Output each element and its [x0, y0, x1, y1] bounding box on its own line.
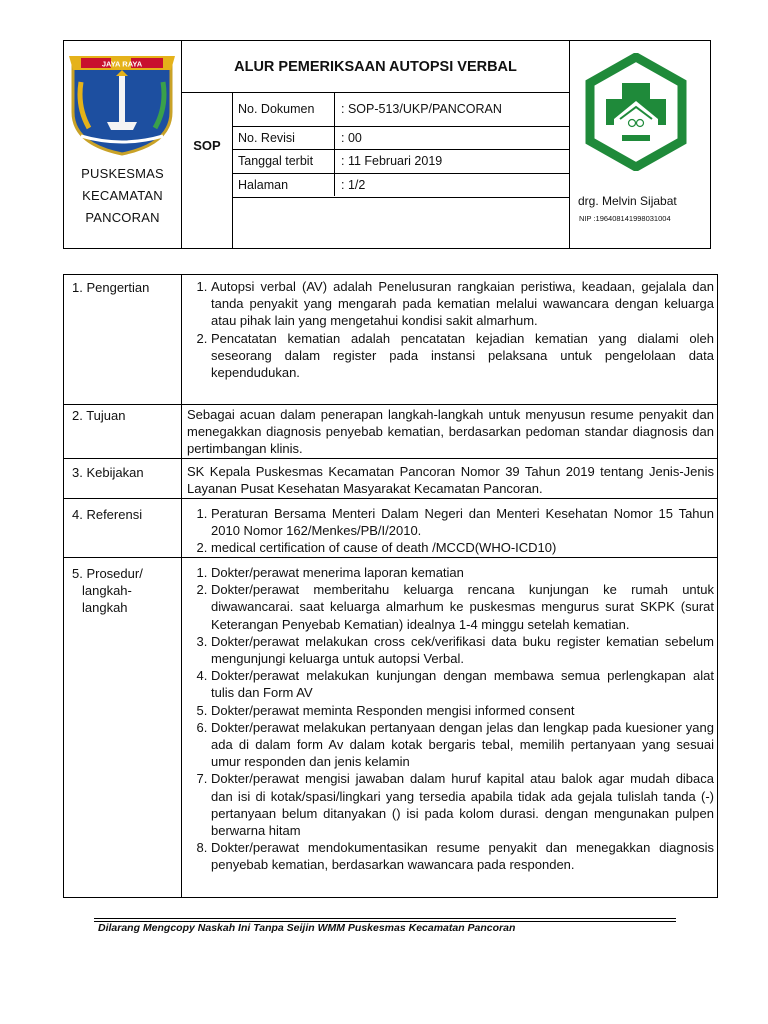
row-label-tujuan: 2. Tujuan: [72, 408, 126, 423]
signer-name: drg. Melvin Sijabat: [578, 194, 677, 208]
field-value: : SOP-513/UKP/PANCORAN: [341, 102, 502, 116]
list-item: 2. Pencatatan kematian adalah pencatatan kejadian kematian yang dialami oleh seseorang dalam register pada instansi pelaksana untuk pengelolaan data kependudukan.: [211, 330, 714, 382]
tujuan-content: [187, 406, 714, 458]
list-item: 1. Autopsi verbal (AV) adalah Penelusuran rangkaian peristiwa, keadaan, gejalala dan tanda penyakit yang mengarah pada kematian melalui wawancara dengan keluarga atau pihak lain yang mengetahui kondisi sakit almarhum.: [211, 278, 714, 330]
field-label: No. Revisi: [238, 131, 295, 145]
institution-line-1: PUSKESMAS: [81, 166, 164, 181]
field-value: : 00: [341, 131, 362, 145]
footer-notice: Dilarang Mengcopy Naskah Ini Tanpa Seijin WMM Puskesmas Kecamatan Pancoran: [98, 922, 516, 934]
svg-text:JAYA RAYA: JAYA RAYA: [101, 59, 143, 69]
list-item: 4. Dokter/perawat melakukan kunjungan dengan membawa semua perlengkapan alat tulis dan Form AV: [211, 667, 714, 701]
kebijakan-content: [187, 463, 714, 497]
institution-line-2: KECAMATAN: [82, 188, 163, 203]
pengertian-content: [187, 278, 714, 381]
list-item: 8. Dokter/perawat mendokumentasikan resume penyakit dan menegakkan diagnosis penyebab kematian, berdasarkan wawancara pada responden.: [211, 839, 714, 873]
row-label-referensi: 4. Referensi: [72, 507, 143, 522]
sop-table: [63, 274, 718, 898]
puskesmas-logo: [584, 53, 688, 171]
field-label: Halaman: [238, 178, 289, 192]
list-item: 6. Dokter/perawat melakukan pertanyaan dengan jelas dan lengkap pada kuesioner yang ada di dalam form Av dalam kotak bergaris tebal, memilih pertanyaan yang sesuai umur responden dan jenis kelamin: [211, 719, 714, 771]
document-header: [63, 40, 711, 249]
list-item: 5. Dokter/perawat meminta Responden mengisi informed consent: [211, 702, 714, 719]
signer-nip: NIP :196408141998031004: [579, 214, 671, 223]
page-title: ALUR PEMERIKSAAN AUTOPSI VERBAL: [234, 59, 517, 75]
row-label-prosedur: 5. Prosedur/ langkah- langkah: [72, 566, 143, 615]
list-item: 1. Dokter/perawat menerima laporan kematian: [211, 564, 714, 581]
jakarta-crest-logo: [67, 52, 177, 156]
list-item: 3. Dokter/perawat melakukan cross cek/verifikasi data buku register kematian sebelum mengunjungi keluarga untuk autopsi Verbal.: [211, 633, 714, 667]
field-value: : 11 Februari 2019: [341, 154, 443, 168]
list-item: 2. Dokter/perawat memberitahu keluarga rencana kunjungan ke rumah untuk diwawancarai. saat keluarga almarhum ke puskesmas mengurus surat SKPK (surat Keterangan Penyebab Kematian) idealnya 1-4 minggu setelah kematian.: [211, 581, 714, 633]
list-item: 2. medical certification of cause of death /MCCD(WHO-ICD10): [211, 539, 714, 556]
row-label-pengertian: 1. Pengertian: [72, 280, 150, 295]
prosedur-content: [187, 564, 714, 874]
tujuan-text: Sebagai acuan dalam penerapan langkah-langkah untuk menyusun resume penyakit dan menegakkan diagnosis penyebab kematian, berdasarkan pedoman standar diagnosis dan pertimbangan klinis.: [187, 407, 714, 457]
field-label: No. Dokumen: [238, 102, 315, 116]
footer-divider: [94, 918, 676, 919]
referensi-content: [187, 505, 714, 557]
kebijakan-text: SK Kepala Puskesmas Kecamatan Pancoran Nomor 39 Tahun 2019 tentang Jenis-Jenis Layanan Pusat Kesehatan Masyarakat Kecamatan Pancoran.: [187, 464, 714, 497]
sop-label: SOP: [193, 138, 221, 153]
field-value: : 1/2: [341, 178, 366, 192]
field-label: Tanggal terbit: [238, 154, 314, 168]
row-label-kebijakan: 3. Kebijakan: [72, 465, 144, 480]
list-item: 7. Dokter/perawat mengisi jawaban dalam huruf kapital atau balok agar mudah dibaca dan isi di kotak/spasi/lingkari yang tersedia apabila tidak ada gejala tulislah tanda (-) pertanyaan belum ditanyakan () isi pada kolom durasi. dengan mengunakan pulpen berwarna hitam: [211, 770, 714, 839]
list-item: 1. Peraturan Bersama Menteri Dalam Negeri dan Menteri Kesehatan Nomor 15 Tahun 2010 Nomor 162/Menkes/PB/I/2010.: [211, 505, 714, 539]
institution-line-3: PANCORAN: [85, 210, 160, 225]
